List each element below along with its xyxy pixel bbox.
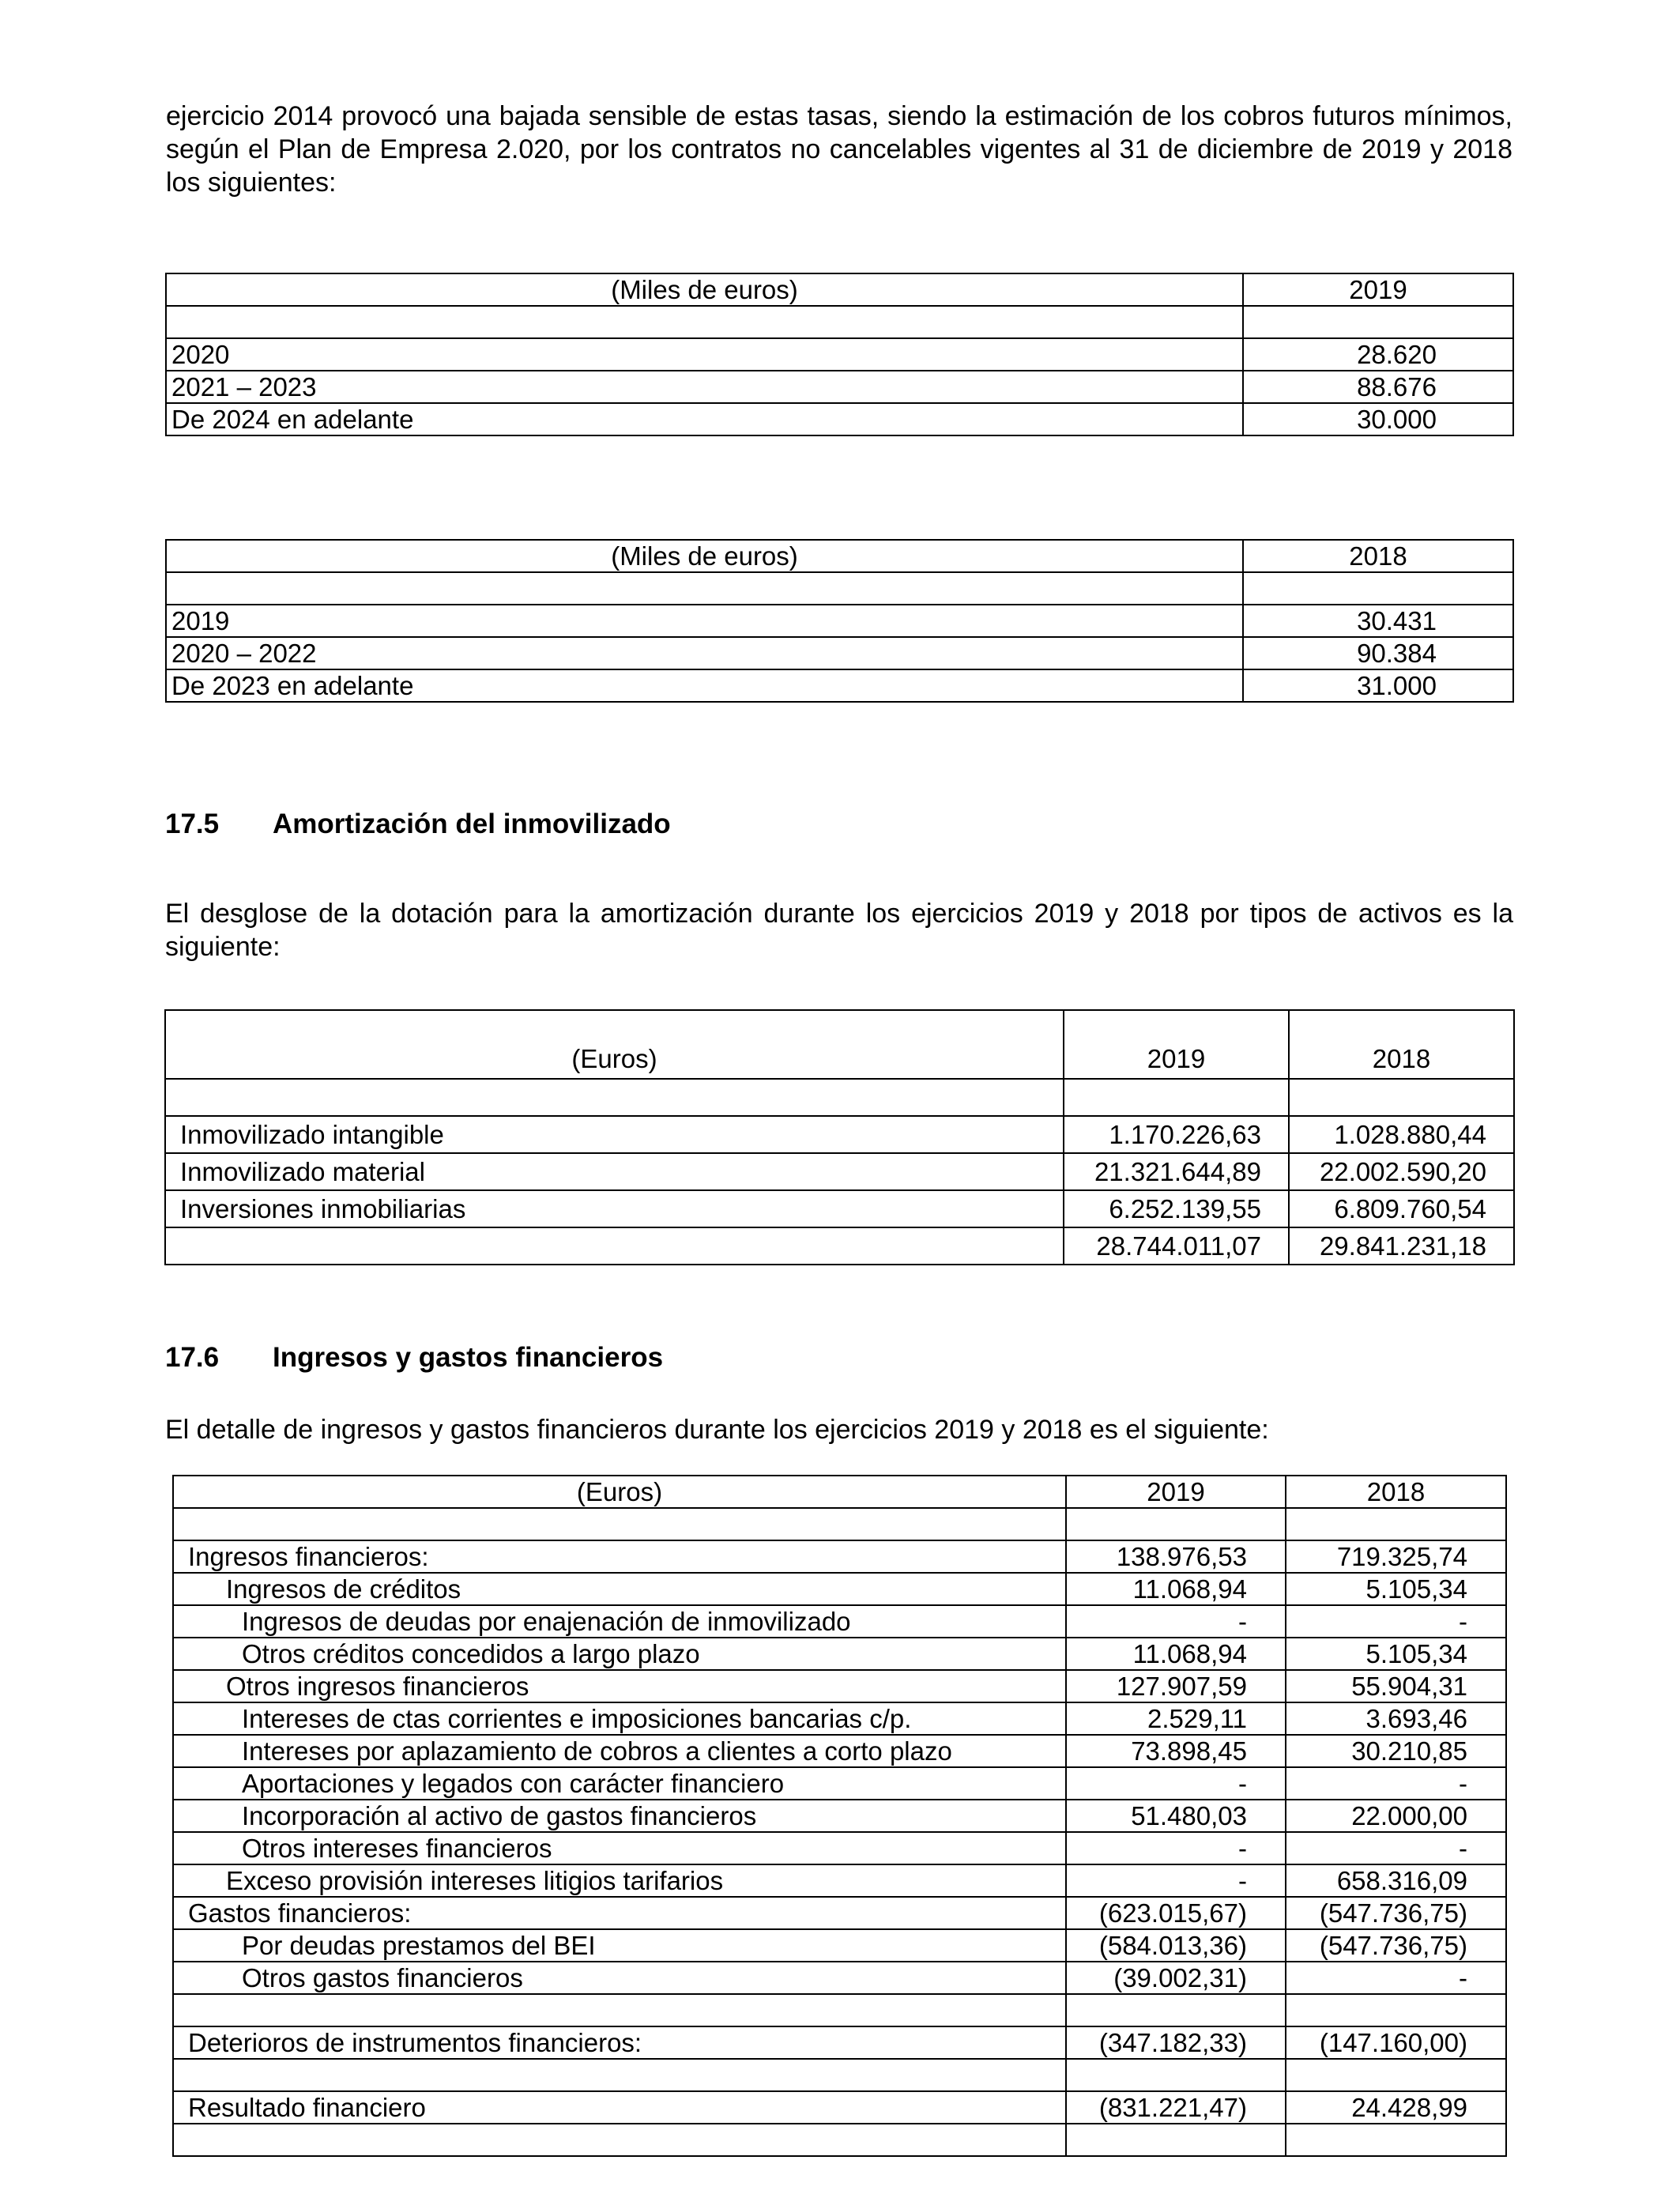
table-header-row	[165, 1010, 1514, 1079]
table-row	[173, 1832, 1506, 1864]
value-2019: 127.907,59	[1066, 1670, 1286, 1702]
value-2018: 1.028.880,44	[1289, 1116, 1514, 1153]
section-number: 17.6	[165, 1342, 220, 1373]
value-2019: -	[1066, 1832, 1286, 1864]
row-label: De 2023 en adelante	[166, 669, 1243, 702]
value-2018: 658.316,09	[1286, 1864, 1506, 1897]
row-value: 30.431	[1243, 605, 1513, 637]
row-label: Inversiones inmobiliarias	[165, 1190, 1064, 1227]
header-label-cell: (Miles de euros)	[166, 540, 1243, 572]
value-2018: 22.002.590,20	[1289, 1153, 1514, 1190]
value-2018	[1286, 1508, 1506, 1540]
value-2018: 30.210,85	[1286, 1735, 1506, 1767]
table-row	[165, 1190, 1514, 1227]
table-row	[166, 338, 1513, 371]
row-label: Intereses por aplazamiento de cobros a clientes a corto plazo	[173, 1735, 1066, 1767]
row-label: Ingresos de deudas por enajenación de inmovilizado	[173, 1605, 1066, 1638]
row-label: Otros intereses financieros	[173, 1832, 1066, 1864]
value-2018: -	[1286, 1767, 1506, 1800]
section-17-6-paragraph: El detalle de ingresos y gastos financieros durante los ejercicios 2019 y 2018 es el siguiente:	[165, 1415, 1269, 1445]
table-row	[173, 1735, 1506, 1767]
row-value: 88.676	[1243, 371, 1513, 403]
table-row	[173, 2059, 1506, 2091]
intro-paragraph: ejercicio 2014 provocó una bajada sensible de estas tasas, siendo la estimación de los cobros futuros mínimos, según el Plan de Empresa 2.020, por los contratos no cancelables vigentes al 31 de diciembre de 2019 y 2018 los siguientes:	[166, 101, 1512, 198]
table-row	[173, 2091, 1506, 2124]
section-heading-17-5	[165, 808, 1509, 843]
amortization-table	[164, 1009, 1515, 1265]
value-2018: 22.000,00	[1286, 1800, 1506, 1832]
row-label: Otros créditos concedidos a largo plazo	[173, 1638, 1066, 1670]
table-row	[166, 572, 1513, 605]
table-row	[166, 306, 1513, 338]
financial-income-expenses-table	[172, 1475, 1507, 2157]
value-2019	[1066, 1508, 1286, 1540]
value-2019: (39.002,31)	[1066, 1962, 1286, 1994]
row-label: Otros ingresos financieros	[173, 1670, 1066, 1702]
value-2019: -	[1066, 1605, 1286, 1638]
value-2019: -	[1066, 1864, 1286, 1897]
total-2018: 29.841.231,18	[1289, 1227, 1514, 1265]
table-row	[173, 1800, 1506, 1832]
row-label: Gastos financieros:	[173, 1897, 1066, 1929]
value-2019: 6.252.139,55	[1064, 1190, 1289, 1227]
table-row	[166, 669, 1513, 702]
row-label: Resultado financiero	[173, 2091, 1066, 2124]
header-label-cell: (Euros)	[165, 1010, 1064, 1079]
value-2018	[1286, 2059, 1506, 2091]
row-label	[173, 2124, 1066, 2156]
row-label: Ingresos de créditos	[173, 1573, 1066, 1605]
header-2018-cell: 2018	[1286, 1476, 1506, 1508]
value-2019: 2.529,11	[1066, 1702, 1286, 1735]
header-2018-cell: 2018	[1289, 1010, 1514, 1079]
row-label: Ingresos financieros:	[173, 1540, 1066, 1573]
table-row	[173, 2026, 1506, 2059]
table-row	[173, 2124, 1506, 2156]
row-label: 2020 – 2022	[166, 637, 1243, 669]
table-row	[173, 1540, 1506, 1573]
value-2018	[1286, 1994, 1506, 2026]
header-label-cell: (Euros)	[173, 1476, 1066, 1508]
value-2019	[1066, 2124, 1286, 2156]
value-2018: (547.736,75)	[1286, 1897, 1506, 1929]
table-row	[173, 1573, 1506, 1605]
value-2019: (831.221,47)	[1066, 2091, 1286, 2124]
table-row	[173, 1864, 1506, 1897]
section-heading-17-6	[165, 1341, 1509, 1376]
header-year-cell: 2018	[1243, 540, 1513, 572]
value-2019: 138.976,53	[1066, 1540, 1286, 1573]
row-label: Incorporación al activo de gastos financieros	[173, 1800, 1066, 1832]
table-row	[173, 1638, 1506, 1670]
table-row	[173, 1929, 1506, 1962]
row-label: Inmovilizado intangible	[165, 1116, 1064, 1153]
table-row	[165, 1116, 1514, 1153]
value-2019: (623.015,67)	[1066, 1897, 1286, 1929]
row-label: Por deudas prestamos del BEI	[173, 1929, 1066, 1962]
header-2019-cell: 2019	[1064, 1010, 1289, 1079]
value-2018: -	[1286, 1832, 1506, 1864]
header-label-cell: (Miles de euros)	[166, 273, 1243, 306]
table-row	[165, 1079, 1514, 1116]
value-2019: -	[1066, 1767, 1286, 1800]
value-2018	[1286, 2124, 1506, 2156]
value-2018: 24.428,99	[1286, 2091, 1506, 2124]
value-2018: (147.160,00)	[1286, 2026, 1506, 2059]
table-row	[173, 1605, 1506, 1638]
value-2018: 55.904,31	[1286, 1670, 1506, 1702]
value-2019: (584.013,36)	[1066, 1929, 1286, 1962]
table-row	[166, 605, 1513, 637]
value-2018: 3.693,46	[1286, 1702, 1506, 1735]
value-2018: 6.809.760,54	[1289, 1190, 1514, 1227]
row-label: De 2024 en adelante	[166, 403, 1243, 435]
table-total-row	[165, 1227, 1514, 1265]
row-label: Intereses de ctas corrientes e imposiciones bancarias c/p.	[173, 1702, 1066, 1735]
value-2018: 5.105,34	[1286, 1573, 1506, 1605]
table-row	[173, 1897, 1506, 1929]
value-2019: 11.068,94	[1066, 1573, 1286, 1605]
header-2019-cell: 2019	[1066, 1476, 1286, 1508]
table-row	[166, 371, 1513, 403]
value-2019: 1.170.226,63	[1064, 1116, 1289, 1153]
row-label: Deterioros de instrumentos financieros:	[173, 2026, 1066, 2059]
value-2019: 73.898,45	[1066, 1735, 1286, 1767]
row-label	[173, 1508, 1066, 1540]
value-2019: 51.480,03	[1066, 1800, 1286, 1832]
row-value: 28.620	[1243, 338, 1513, 371]
row-label: Otros gastos financieros	[173, 1962, 1066, 1994]
table-row	[173, 1702, 1506, 1735]
total-2019: 28.744.011,07	[1064, 1227, 1289, 1265]
future-collections-table-2019	[165, 273, 1514, 436]
table-row	[166, 637, 1513, 669]
row-label	[173, 2059, 1066, 2091]
row-value: 31.000	[1243, 669, 1513, 702]
table-row	[173, 1767, 1506, 1800]
value-2018: -	[1286, 1605, 1506, 1638]
section-number: 17.5	[165, 809, 220, 839]
row-label: Inmovilizado material	[165, 1153, 1064, 1190]
table-row	[166, 403, 1513, 435]
value-2019: 11.068,94	[1066, 1638, 1286, 1670]
future-collections-table-2018	[165, 539, 1514, 703]
row-value: 30.000	[1243, 403, 1513, 435]
value-2018: 5.105,34	[1286, 1638, 1506, 1670]
value-2019: 21.321.644,89	[1064, 1153, 1289, 1190]
table-row	[173, 1508, 1506, 1540]
row-label: Exceso provisión intereses litigios tarifarios	[173, 1864, 1066, 1897]
value-2018: 719.325,74	[1286, 1540, 1506, 1573]
table-row	[173, 1670, 1506, 1702]
row-value: 90.384	[1243, 637, 1513, 669]
row-label: 2020	[166, 338, 1243, 371]
table-row	[173, 1962, 1506, 1994]
section-title: Amortización del inmovilizado	[273, 809, 671, 839]
value-2018: (547.736,75)	[1286, 1929, 1506, 1962]
table-row	[173, 1994, 1506, 2026]
value-2019: (347.182,33)	[1066, 2026, 1286, 2059]
value-2019	[1066, 1994, 1286, 2026]
value-2018: -	[1286, 1962, 1506, 1994]
row-label	[165, 1227, 1064, 1265]
table-header-row	[166, 540, 1513, 572]
row-label: Aportaciones y legados con carácter financiero	[173, 1767, 1066, 1800]
table-header-row	[173, 1476, 1506, 1508]
row-label	[173, 1994, 1066, 2026]
table-row	[165, 1153, 1514, 1190]
table-header-row	[166, 273, 1513, 306]
section-title: Ingresos y gastos financieros	[273, 1342, 664, 1373]
section-17-5-paragraph: El desglose de la dotación para la amortización durante los ejercicios 2019 y 2018 por tipos de activos es la siguiente:	[165, 899, 1513, 962]
row-label: 2019	[166, 605, 1243, 637]
row-label: 2021 – 2023	[166, 371, 1243, 403]
value-2019	[1066, 2059, 1286, 2091]
header-year-cell: 2019	[1243, 273, 1513, 306]
